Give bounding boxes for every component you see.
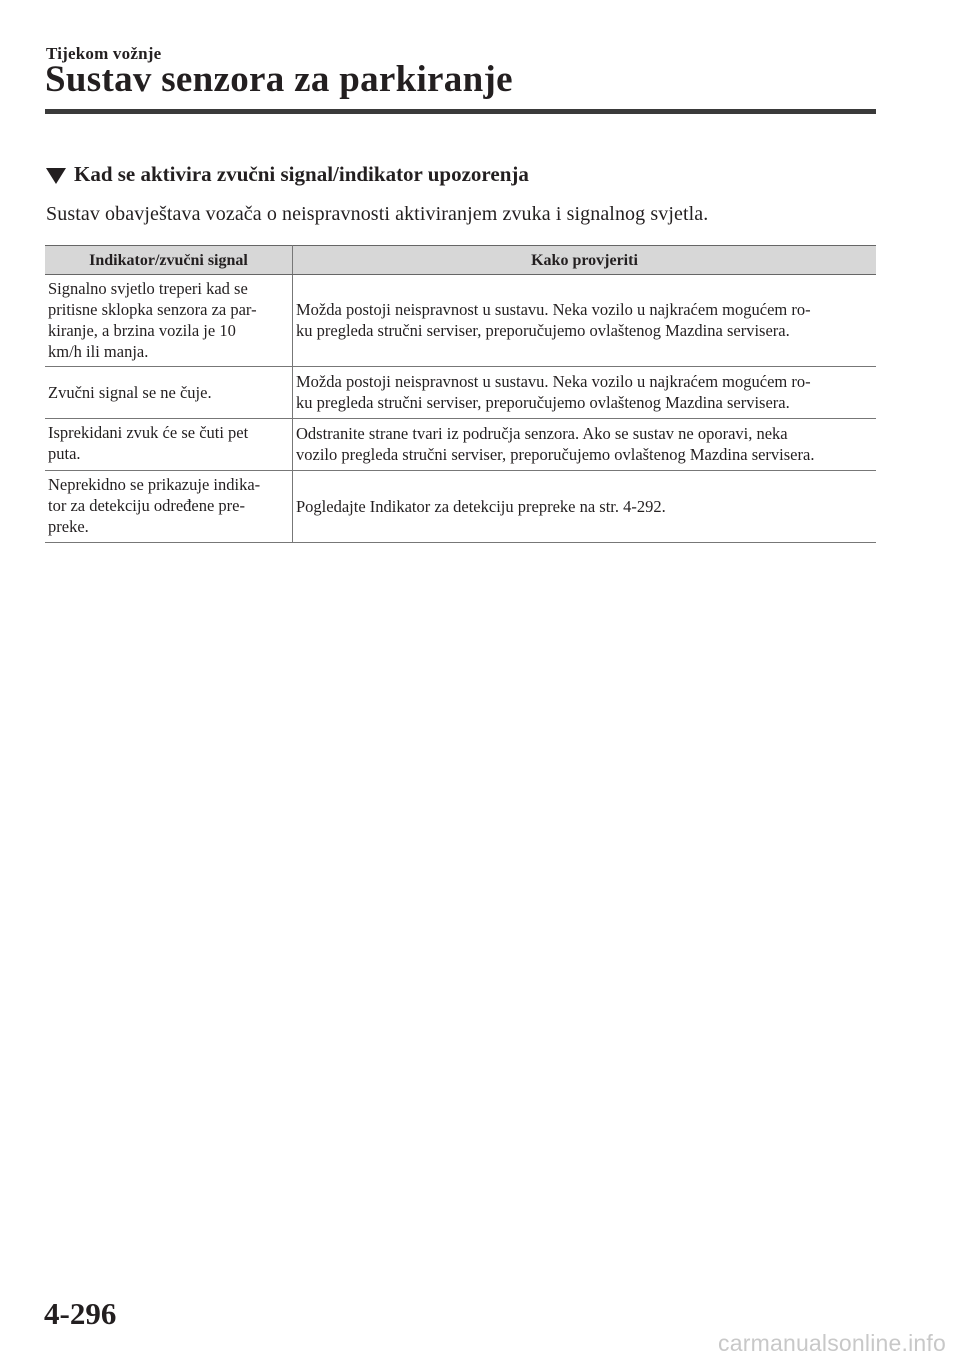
column-header-check: Kako provjeriti [293,246,877,275]
indicator-cell: Isprekidani zvuk će se čuti pet puta. [45,419,293,471]
table-row [45,275,876,367]
page-number: 4-296 [44,1296,117,1331]
column-header-indicator: Indikator/zvučni signal [45,246,293,275]
indicator-cell: Signalno svjetlo treperi kad se pritisne sklopka senzora za par- kiranje, a brzina vozila je 10 km/h ili manja. [45,275,293,367]
warning-table [45,245,876,543]
section-label: Tijekom vožnje [46,44,162,63]
indicator-cell: Neprekidno se prikazuje indika- tor za detekciju određene pre- preke. [45,471,293,543]
check-cell: Pogledajte Indikator za detekciju prepreke na str. 4-292. [293,471,877,543]
subheading-text: Kad se aktivira zvučni signal/indikator upozorenja [74,162,529,186]
check-cell: Možda postoji neispravnost u sustavu. Neka vozilo u najkraćem mogućem ro- ku pregleda stručni serviser, preporučujemo ovlaštenog Mazdina servisera. [293,367,877,419]
table-row [45,367,876,419]
intro-paragraph: Sustav obavještava vozača o neispravnosti aktiviranjem zvuka i signalnog svjetla. [46,203,709,225]
check-cell: Možda postoji neispravnost u sustavu. Neka vozilo u najkraćem mogućem ro- ku pregleda stručni serviser, preporučujemo ovlaštenog Mazdina servisera. [293,275,877,367]
chapter-title: Sustav senzora za parkiranje [45,59,513,100]
check-cell: Odstranite strane tvari iz područja senzora. Ako se sustav ne oporavi, neka vozilo pregleda stručni serviser, preporučujemo ovlaštenog Mazdina servisera. [293,419,877,471]
table-row [45,471,876,543]
indicator-cell: Zvučni signal se ne čuje. [45,367,293,419]
watermark: carmanualsonline.info [718,1330,946,1356]
title-rule [45,109,876,114]
triangle-down-icon [46,168,66,184]
table-header-row [45,246,876,275]
table-row [45,419,876,471]
subheading [46,162,529,187]
